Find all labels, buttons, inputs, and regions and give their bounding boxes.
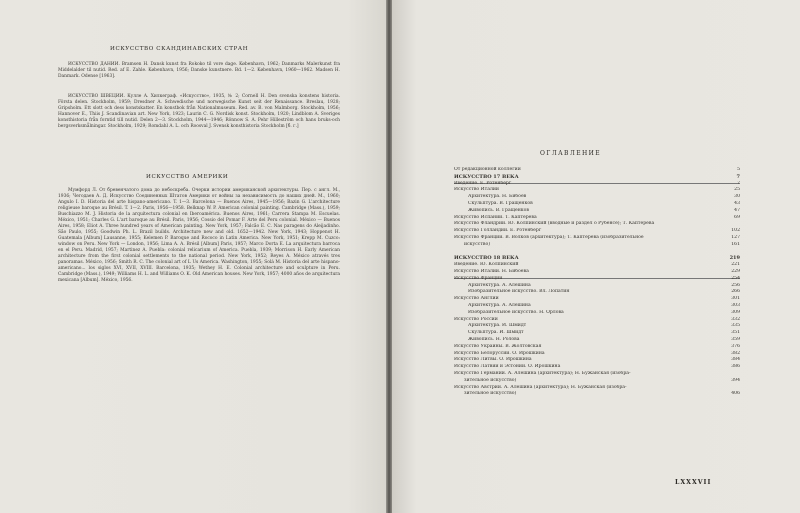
toc-entry-title: искусство)	[464, 241, 491, 247]
toc-entry-page: 256	[731, 282, 740, 288]
toc-entry	[454, 228, 740, 235]
toc-entry-title: зительное искусство)	[464, 377, 517, 383]
toc-entry	[454, 181, 740, 188]
toc-entry-title: Искусство Испании. Т. Каптерева	[454, 214, 537, 220]
heading-america: ИСКУССТВО АМЕРИКИ	[146, 174, 229, 180]
toc-entry-title: Скульптура. В. Гращенков	[468, 200, 533, 206]
toc-entry	[454, 255, 740, 262]
toc-entry-title: Введение. Ю. Колпинский	[454, 262, 519, 268]
toc-entry	[454, 330, 740, 337]
toc-entry	[454, 344, 740, 351]
toc-entry-title: Искусство России	[454, 316, 498, 322]
toc-entry-title: Скульптура. И. Шмидт	[468, 330, 524, 336]
toc-entry	[454, 269, 740, 276]
toc-entry-title: Искусство Германии. А. Алешина (архитектура); Н. Бужанская (изобра-	[454, 370, 631, 376]
toc-entry-page: 221	[731, 262, 740, 268]
toc-entry-page: 301	[731, 296, 740, 302]
toc-entry-page: 266	[731, 289, 740, 295]
page-number: LXXXVII	[675, 479, 712, 486]
toc-entry-title: Искусство Австрии. А. Алешина (архитектура); Н. Бужанская (изобра-	[454, 384, 627, 390]
toc-entry	[454, 242, 740, 249]
toc-entry-title: Искусство Англии	[454, 296, 499, 302]
toc-entry	[454, 317, 740, 324]
toc-entry	[454, 283, 740, 290]
toc-entry	[454, 289, 740, 296]
toc-entry-page: 394	[731, 377, 740, 383]
heading-scandinavia: ИСКУССТВО СКАНДИНАВСКИХ СТРАН	[110, 46, 249, 52]
toc-entry-title: Искусство Белоруссии. О. Ирошкина	[454, 350, 545, 356]
toc-entry-page: 376	[731, 343, 740, 349]
toc-entry-title: Архитектура. Н. Бибоев	[468, 194, 527, 200]
toc-entry-title: Искусство Латвии и Эстонии. О. Ирошкина	[454, 364, 561, 370]
toc-entry-page: 30	[734, 194, 740, 200]
toc-entry-page: 309	[731, 309, 740, 315]
toc-entry	[454, 194, 740, 201]
toc-entry-page: 161	[731, 241, 740, 247]
toc-entry-page: 384	[731, 357, 740, 363]
toc-entry	[454, 262, 740, 269]
para-america: Мумфорд Л. От бревенчатого дома до небоскреба. Очерки истории американской архитектуры. Пер. с англ. М., 1936; Чегодаев А. Д. Искусство Соединенных Штатов Америки от войны за независимость до наших дней. М., 1960; Angulo I. D. Historia del arte hispano-americano. T. 1—3. Barcelona — Buenos Aires, 1945—1956; Bazin G. L'architecture religieuse baroque au Brésil. T. 1—2. Paris, 1956—1958. Belknap W. P. American colonial painting. Cambridge (Mass.), 1959; Buschiazzo M. J. Historia de la arquitectura colonial en Iberoamérica. Buenos Aires, 1961; Carrera Stampa M. Escuelas. México, 1951; Charles G. L'art baroque au Brésil. Paris, 1956; Cossio del Pomar F. Arte del Peru colonial. México — Buenos Aires, 1958; Eliot A. Three hundred years of American painting. New York, 1957; Falcão E. C. Nas paragens do Aleijadinho. São Paulo, 1955; Goodwin Ph. L. Brazil builds. Architecture new and old. 1652—1942. New York, 1943; Hoppenot H. Guatemala [Album] Lausanne, 1955; Kelemen P. Baroque and Rococo in Latin America. New York, 1951; Krepp M. Cuzco: window on Peru. New York — London, 1956; Lima A. A. Brésil [Album] Paris, 1957; Marco Dorta E. La arquitectura barroca en el Peru. Madrid, 1957; Martinez A. Puebla: colonial relicarium of America. Puebla, 1939; Morrison H. Early American architecture from the first colonial settlements to the national period. New York, 1952; Reyes A. México através tres panoramas. México, 1956; Smith R. C. The colonial art of L Us America. Washington, 1955; Solá M. Historia del arte hispano-americano... los siglos XVI, XVII, XVIII. Barcelona, 1935; Wethey H. E. Colonial architecture and sculpture in Peru. Cambridge (Mass.), 1949; Williams H. L. and Williams O. K. Old American houses. New York, 1957; 4000 años de arquitectura mexicana [Album]. México, 1956.	[58, 188, 340, 283]
toc-entry	[454, 357, 740, 364]
toc-entry-page: 359	[731, 336, 740, 342]
toc-entry-title: Архитектура. И. Шмидт	[468, 323, 527, 329]
toc-entry	[454, 201, 740, 208]
toc-entry-page: 7	[737, 180, 740, 186]
toc-entry-title: Архитектура. А. Алешина	[468, 302, 531, 308]
toc-entry	[454, 378, 740, 385]
toc-entry	[454, 174, 740, 181]
para-denmark: ИСКУССТВО ДАНИИ. Bramsen H. Dansk kunst fra Rokoko til vore dage. København, 1962; Danmarks Malerkunst fra Middelalder til nutid. Red. af E. Zahle. København, 1956; Danske kunstnere. Bd. 1—2. København, 1960—1962. Madsen H. Danmark. Odense [1963].	[58, 62, 340, 79]
toc-entry	[454, 167, 740, 174]
toc-entry-title: Изобразительное искусство. Н. Орлова	[468, 309, 564, 315]
toc-entry-page: 335	[731, 323, 740, 329]
toc-entry	[454, 249, 740, 256]
toc-entry-page: 303	[731, 302, 740, 308]
toc-entry	[454, 337, 740, 344]
toc-entry-title: Живопись. Н. Ролова	[468, 336, 520, 342]
para-sweden: ИСКУССТВО ШВЕЦИИ. Кулле А. Хилкеграф. «Искусство», 1935, № 2; Cornell H. Den svenska konstens historia. Första delen. Stockholm, 1959; Dresdner A. Schwedische und norwegische Kunst seit der Renaissance. Breslau, 1928; Gripsholm. Ett slott och dess konstskatter. En konstbok från Nationalmuseum. Red. av. B. von Malmborg. Stockholm, 1956; Hannover E., Thiis J. Scandinavian art. New York, 1923; Laurin C. G. Nordisk konst. Stockholm, 1920; Lindblom A. Sveriges konsthistoria från forntid till nutid. Delen 2—3. Stockholm, 1944—1946; Rönnow S. A. Pehr Hilleström och hans bruks-och bergsverksmålningar. Stockholm, 1929; Romdahl A. L. och Roosval J. Svensk konsthistoria Stockholm [б. г.]	[58, 94, 340, 129]
left-page	[0, 0, 386, 513]
toc-entry-page: 5	[737, 167, 740, 172]
toc-entry-page: 7	[736, 173, 740, 180]
toc-entry-title: Архитектура. А. Алешина	[468, 282, 531, 288]
toc-entry	[454, 296, 740, 303]
toc-entry-title: Искусство Италии. Н. Бибоева	[454, 268, 529, 274]
toc-entry	[454, 303, 740, 310]
toc-entry-page: 229	[731, 268, 740, 274]
toc-entry-page: 386	[731, 364, 740, 370]
toc-entry	[454, 187, 740, 194]
toc-entry-title: Искусство Украины. В. Жолтовская	[454, 343, 542, 349]
toc-entry-title: зительное искусство)	[464, 391, 517, 397]
toc-entry-title: От редакционной коллегии	[454, 167, 521, 172]
toc-entry-page: 69	[734, 214, 740, 220]
toc-entry-page: 351	[731, 330, 740, 336]
toc-entry-page: 102	[731, 228, 740, 234]
toc-entry-title: Искусство Голландии. Е. Ротенберг	[454, 228, 542, 234]
toc-entry	[454, 391, 740, 398]
toc-entry	[454, 385, 740, 392]
toc-entry-page: 25	[734, 187, 740, 193]
toc-entry-title: Изобразительное искусство. Вл. Лопатин	[468, 289, 570, 295]
toc-entry-title: Искусство Фландрии. Ю. Колпинский (вводные и раздел о Рубенсе); Т. Каптерева	[454, 221, 655, 227]
toc-entry-title: Искусство Франции. В. Волков (архитектура); Т. Каптерева (изобразительное	[454, 234, 644, 240]
toc-entry	[454, 323, 740, 330]
toc-entry-title: Искусство Литвы. О. Ирошкина	[454, 357, 532, 363]
table-of-contents	[454, 167, 740, 398]
toc-entry	[454, 371, 740, 378]
toc-entry-title: Искусство Италии	[454, 187, 499, 193]
toc-entry-page: 127	[731, 234, 740, 240]
toc-entry-title: Живопись. В. Гращенков	[468, 207, 529, 213]
toc-entry-title: Введение. Е. Ротенберг	[454, 180, 512, 186]
toc-entry	[454, 215, 740, 222]
toc-entry	[454, 351, 740, 358]
toc-entry	[454, 310, 740, 317]
toc-entry-page: 382	[731, 350, 740, 356]
toc-entry	[454, 235, 740, 242]
toc-entry-page: 47	[734, 207, 740, 213]
toc-entry-title: Искусство Франции	[454, 275, 503, 281]
toc-entry	[454, 364, 740, 371]
toc-entry-title: ИСКУССТВО 18 ВЕКА	[454, 255, 519, 262]
toc-entry-page: 332	[731, 316, 740, 322]
toc-entry-page: 406	[731, 391, 740, 397]
toc-entry	[454, 208, 740, 215]
toc-entry	[454, 221, 740, 228]
toc-title: ОГЛАВЛЕНИЕ	[540, 150, 602, 157]
toc-entry-page: 219	[729, 255, 740, 262]
toc-entry-page: 254	[731, 275, 740, 281]
toc-entry-title: ИСКУССТВО 17 ВЕКА	[454, 173, 519, 180]
toc-entry-page: 43	[734, 200, 740, 206]
toc-entry	[454, 276, 740, 283]
